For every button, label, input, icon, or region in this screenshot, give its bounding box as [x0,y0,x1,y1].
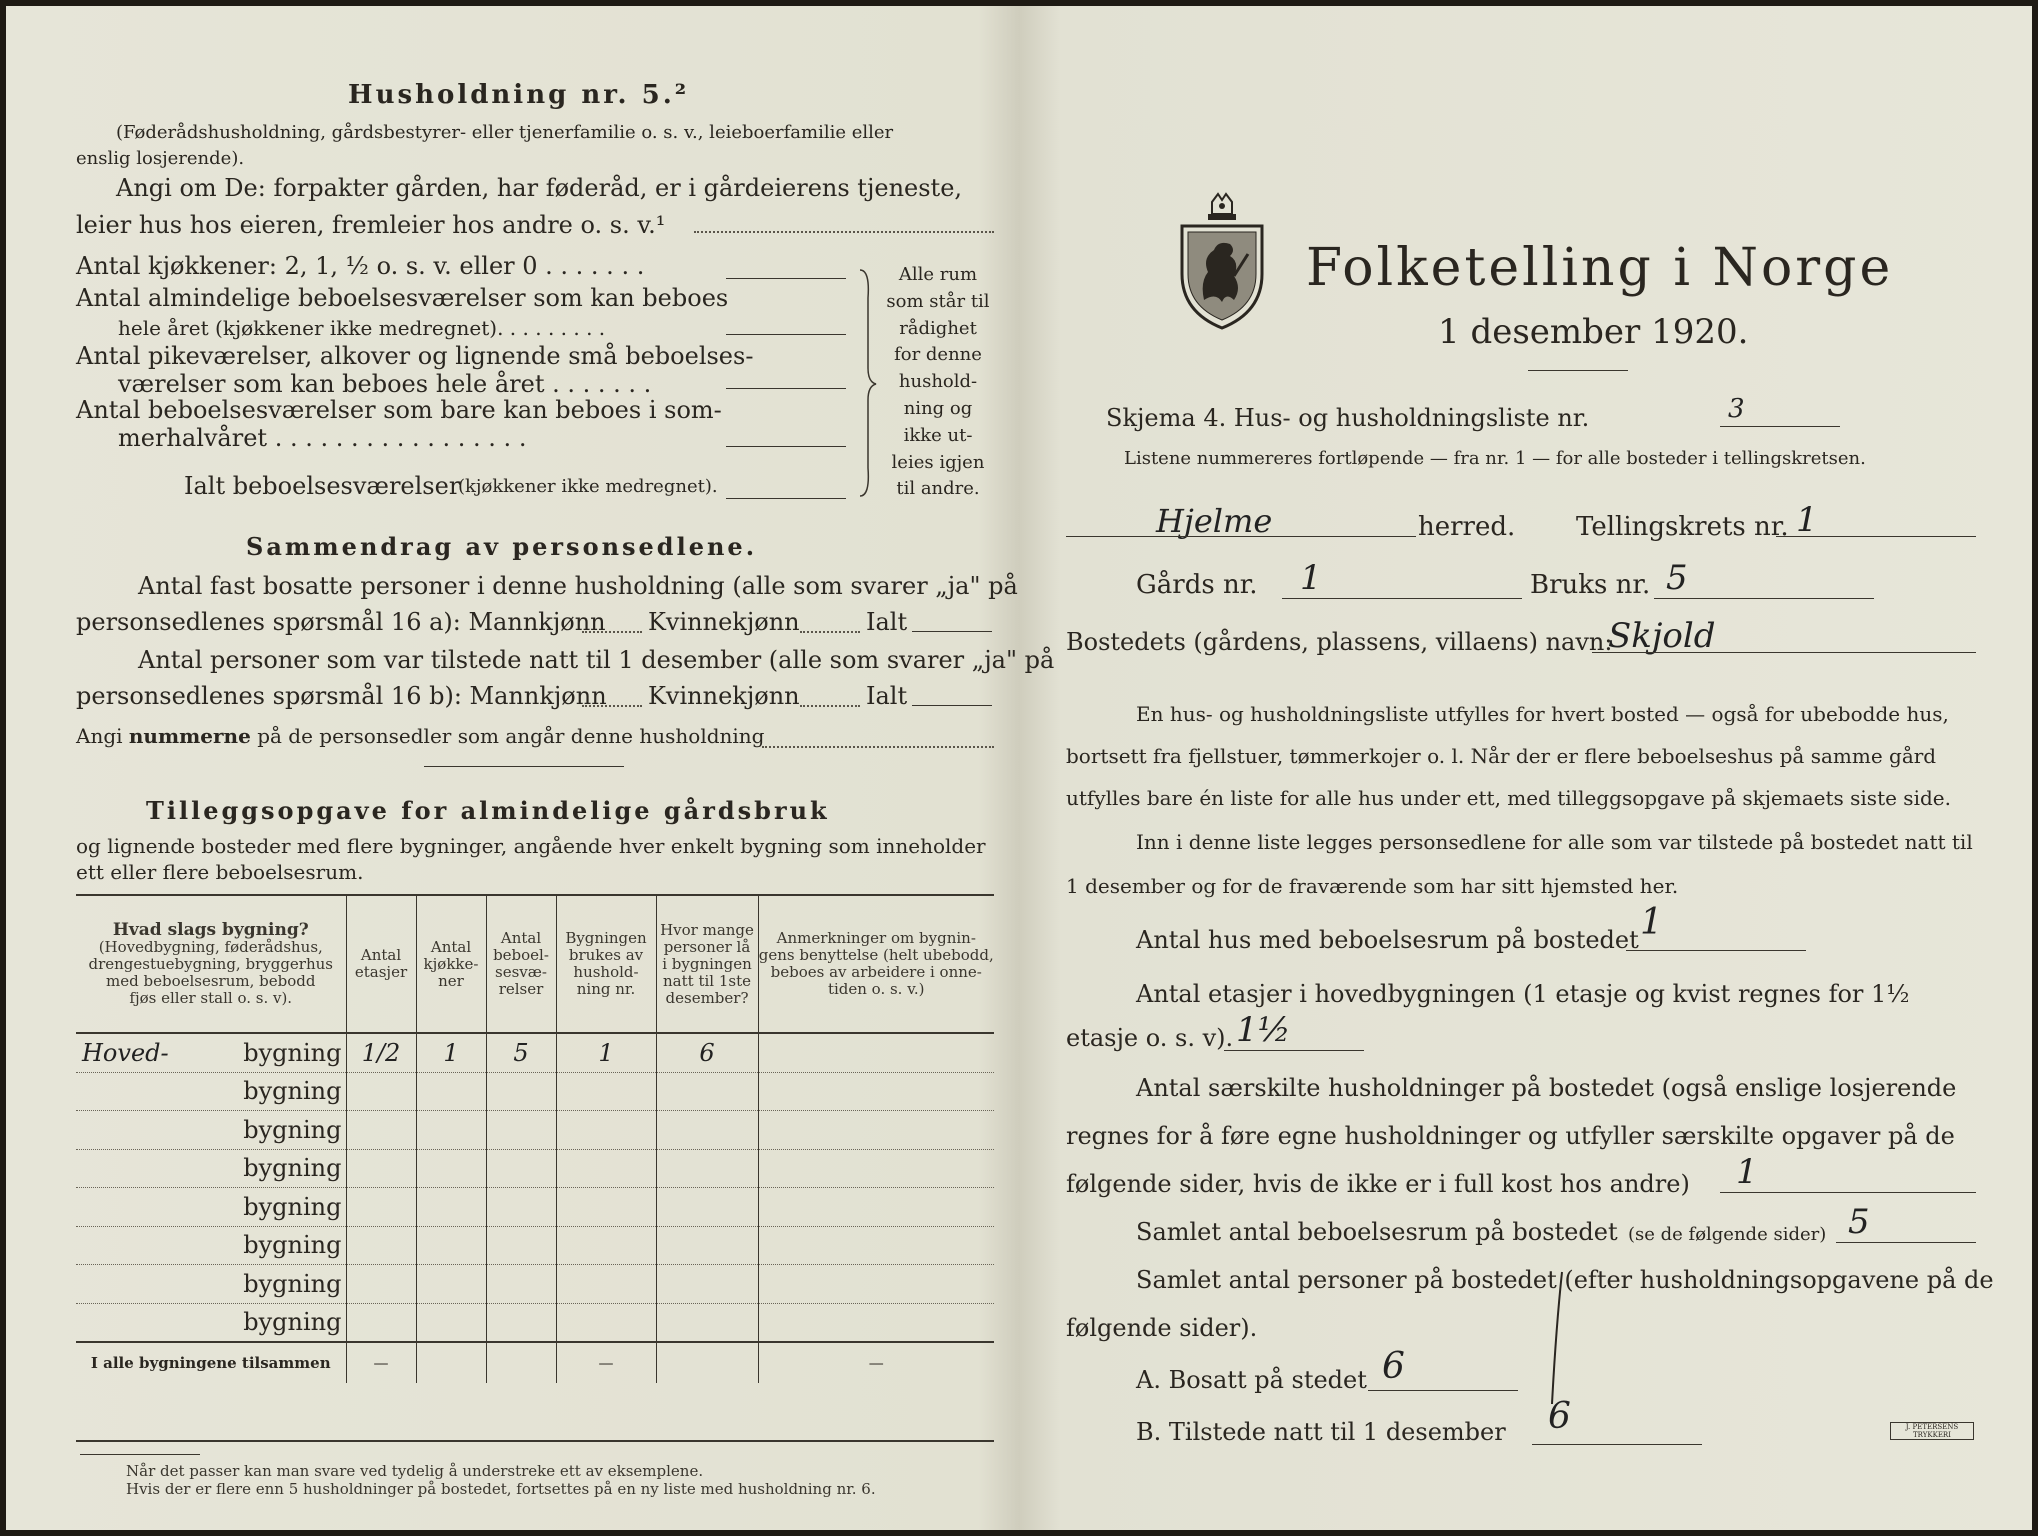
col-header-line: desember? [665,988,749,1007]
para1-line-3: utfylles bare én liste for alle hus under ett, med tilleggsopgave på skjemaets siste side. [1066,786,1951,810]
rum-answer-line [1836,1242,1976,1243]
table-row [76,1072,994,1111]
skjema-label: Skjema 4. Hus- og husholdningsliste nr. [1106,404,1590,432]
ask-line-1: Angi om De: forpakter gården, har føderåd, er i gårdeierens tjeneste, [116,174,963,202]
col-header-rooms [486,895,556,1033]
cell-rooms[interactable] [486,1111,556,1150]
rooms-line-3 [726,388,846,389]
total-label: I alle bygningene tilsammen [76,1342,346,1383]
side-note-line: til andre. [896,478,980,500]
cell-remarks[interactable] [758,1033,994,1072]
summary-kvinne-2: Kvinnekjønn [648,682,800,710]
footnote-1 [126,1462,703,1480]
col-header-line: beboes av arbeidere i onne- [770,963,982,981]
cell-persons[interactable] [656,1072,758,1111]
skjema-value: 3 [1728,394,1745,424]
summary-line-4: personsedlenes spørsmål 16 b): Mannkjønn [76,682,607,710]
table-row [76,1033,994,1072]
bruks-line [1654,598,1874,599]
bosted-label: Bostedets (gårdens, plassens, villaens) navn: [1066,628,1613,656]
cell-remarks[interactable] [758,1188,994,1227]
cell-building-type[interactable] [76,1226,346,1265]
bygning-label: bygning [243,1231,342,1260]
printer-stamp [1890,1422,1974,1440]
col-header-type-line: fjøs eller stall o. s. v). [129,988,293,1007]
personer-line-2: følgende sider). [1066,1314,1258,1342]
total-rooms [486,1342,556,1383]
rooms-kitchens: Antal kjøkkener: 2, 1, ½ o. s. v. eller 0 . . . . . . . [76,252,645,280]
col-header-line: Antal [430,937,472,956]
cell-kitchens[interactable] [416,1303,486,1342]
summary-kvinne-1-line [800,631,860,633]
coat-of-arms-icon [1174,192,1270,332]
building-table [76,894,994,1383]
bosted-line [1592,652,1976,653]
col-header-type-line: drengestuebygning, bryggerhus [88,954,333,973]
total-kitchens [416,1342,486,1383]
building-rows [76,1033,994,1342]
gards-label: Gårds nr. [1136,570,1258,600]
total-floors: — [346,1342,416,1383]
cell-kitchens[interactable] [416,1149,486,1188]
table-row [76,1226,994,1265]
side-note-line: leies igjen [891,451,985,473]
krets-label: Tellingskrets nr. [1576,512,1789,542]
left-page [66,6,1055,1530]
bygning-label: bygning [243,1115,342,1144]
summary-kvinne-1: Kvinnekjønn [648,608,800,636]
footnote-rule [80,1454,200,1455]
cell-rooms[interactable] [486,1265,556,1304]
table-row [76,1303,994,1342]
tilstede-value: 6 [1548,1396,1571,1437]
cell-kitchens[interactable] [416,1226,486,1265]
col-header-line: Antal [360,946,402,964]
etasjer-line-1: Antal etasjer i hovedbygningen (1 etasje og kvist regnes for 1½ [1136,980,1910,1008]
rooms-maid-1: Antal pikeværelser, alkover og lignende små beboelses- [76,342,754,370]
cell-remarks[interactable] [758,1265,994,1304]
cell-household[interactable] [556,1226,656,1265]
cell-rooms[interactable]: 5 [486,1033,556,1072]
cell-persons[interactable] [656,1265,758,1304]
bruks-label: Bruks nr. [1530,570,1651,600]
cell-kitchens[interactable] [416,1072,486,1111]
rooms-total-line [726,498,846,499]
col-header-kitchens [416,895,486,1033]
footnote-2: Hvis der er flere enn 5 husholdninger på bostedet, fortsettes på en ny liste med husholdning nr. 6. [126,1480,876,1498]
summary-ialt-1: Ialt [866,608,908,636]
col-header-type-bold: Hvad slags bygning? [112,919,309,940]
table-total-row [76,1342,994,1383]
bygning-label: bygning [243,1269,342,1298]
para2-line-2: 1 desember og for de fraværende som har sitt hjemsted her. [1066,874,1679,898]
husholdn-line-3: følgende sider, hvis de ikke er i full kost hos andre) [1066,1170,1690,1198]
husholdn-value: 1 [1736,1152,1758,1192]
rooms-total-label: Ialt beboelsesværelser [184,472,461,500]
herred-label: herred. [1418,512,1516,542]
cell-floors[interactable] [346,1303,416,1342]
cell-household[interactable] [556,1149,656,1188]
cell-household[interactable]: 1 [556,1033,656,1072]
para2-line-1: Inn i denne liste legges personsedlene for alle som var tilstede på bostedet natt til [1136,830,1973,854]
cell-kitchens[interactable] [416,1188,486,1227]
hus-label: Antal hus med beboelsesrum på bostedet [1136,926,1639,954]
col-header-line: beboel- [493,946,549,964]
herred-line [1066,536,1416,537]
supplement-title: Tilleggsopgave for almindelige gårdsbruk [146,796,830,825]
total-household: — [556,1342,656,1383]
col-header-line: i bygningen [662,954,752,973]
summary-mann-1-line [582,631,642,633]
krets-line [1776,536,1976,537]
etasjer-value: 1½ [1236,1010,1291,1050]
cell-building-type[interactable] [76,1265,346,1304]
col-header-type [76,895,346,1033]
col-header-type-line: med beboelsesrum, bebodd [106,971,316,990]
cell-remarks[interactable] [758,1226,994,1265]
rooms-ordinary-2: hele året (kjøkkener ikke medregnet). . . . . . . . . [118,316,606,340]
cell-household[interactable] [556,1188,656,1227]
rum-label: Samlet antal beboelsesrum på bostedet [1136,1218,1618,1246]
col-header-line: kjøkke- [423,954,479,973]
bruks-value: 5 [1666,558,1688,598]
rum-note: (se de følgende sider) [1628,1224,1827,1245]
intro-line-2: enslig losjerende). [76,148,245,169]
cell-persons[interactable] [656,1303,758,1342]
cell-rooms[interactable] [486,1072,556,1111]
brace-icon [856,268,878,498]
krets-value: 1 [1796,500,1818,540]
col-header-floors [346,895,416,1033]
tilstede-line [1532,1444,1702,1445]
gards-line [1282,598,1522,599]
side-note-line: Alle rum [898,264,978,285]
cell-building-type[interactable] [76,1149,346,1188]
title-rule [1528,370,1628,371]
section-divider [424,766,624,767]
hus-line [1626,950,1806,951]
cell-persons[interactable] [656,1111,758,1150]
rooms-total-note: (kjøkkener ikke medregnet). [458,476,718,497]
table-row [76,1188,994,1227]
col-header-line: sesvæ- [495,963,547,981]
cell-building-type[interactable] [76,1303,346,1342]
bygning-label: bygning [243,1077,342,1106]
right-page [1056,6,1994,1530]
numbers-line [76,724,764,748]
col-header-line: Hvor mange [660,920,754,939]
summary-kvinne-2-line [800,705,860,707]
total-persons [656,1342,758,1383]
cell-remarks[interactable] [758,1111,994,1150]
col-header-line: hushold- [573,963,639,981]
cell-building-type[interactable] [76,1111,346,1150]
etasjer-line-2: etasje o. s. v). [1066,1024,1234,1052]
side-note-line: hushold- [898,371,978,393]
numbers-text-b: nummerne [128,724,251,748]
cell-persons[interactable] [656,1226,758,1265]
cell-persons[interactable]: 6 [656,1033,758,1072]
cell-rooms[interactable] [486,1188,556,1227]
col-header-line: natt til 1ste [663,971,751,990]
census-sheet [6,6,2032,1530]
rooms-maid-2: værelser som kan beboes hele året . . . . . . . [118,370,652,398]
cell-kitchens[interactable]: 1 [416,1033,486,1072]
col-header-remarks [758,895,994,1033]
cell-building-type[interactable] [76,1188,346,1227]
col-header-persons [656,895,758,1033]
cell-household[interactable] [556,1265,656,1304]
rooms-summer-1: Antal beboelsesværelser som bare kan beboes i som- [76,396,722,424]
rum-value: 5 [1848,1202,1870,1242]
husholdn-answer-line [1720,1192,1976,1193]
col-header-line: Antal [500,929,542,947]
cell-kitchens[interactable] [416,1265,486,1304]
col-header-type-line: (Hovedbygning, føderådshus, [98,937,323,956]
total-remarks: — [758,1342,994,1383]
col-header-line: relser [498,980,544,998]
summary-title: Sammendrag av personsedlene. [246,532,758,561]
gards-value: 1 [1300,558,1322,598]
bygning-label: bygning [243,1038,342,1067]
supplement-line-2: ett eller flere beboelsesrum. [76,860,364,884]
bosatt-value: 6 [1382,1346,1405,1387]
cell-kitchens[interactable] [416,1111,486,1150]
cell-remarks[interactable] [758,1149,994,1188]
cell-household[interactable] [556,1303,656,1342]
census-title: Folketelling i Norge [1306,238,1894,298]
cell-floors[interactable] [346,1149,416,1188]
summary-ialt-2-line [912,705,992,706]
side-note-line: rådighet [899,317,977,339]
handwritten-stroke [1540,1268,1570,1408]
rooms-ordinary-1: Antal almindelige beboelsesværelser som kan beboes [76,284,729,312]
table-bottom-border [76,1440,994,1442]
col-header-line: personer lå [663,937,751,956]
col-header-line: tiden o. s. v.) [827,980,925,998]
side-note-line: som står til [886,290,990,312]
cell-household[interactable] [556,1072,656,1111]
footnote-1-text: Når det passer kan man svare ved tydelig å understreke ett av eksemplene. [126,1462,704,1480]
husholdn-line-1: Antal særskilte husholdninger på bostedet (også enslige losjerende [1136,1074,1957,1102]
col-header-line: etasjer [354,963,408,981]
summary-ialt-2: Ialt [866,682,908,710]
rooms-summer-2: merhalvåret . . . . . . . . . . . . . . . . . [118,424,527,452]
cell-household[interactable] [556,1111,656,1150]
census-date: 1 desember 1920. [1438,312,1749,352]
ask-line-2: leier hus hos eieren, fremleier hos andre o. s. v.¹ [76,211,666,239]
rooms-line-4 [726,446,846,447]
para1-line-1: En hus- og husholdningsliste utfylles for hvert bosted — også for ubebodde hus, [1136,702,1949,726]
numbers-answer-line [762,746,994,748]
cell-building-type[interactable] [76,1033,346,1072]
bosted-value: Skjold [1608,616,1716,656]
cell-rooms[interactable] [486,1149,556,1188]
summary-ialt-1-line [912,631,992,632]
hus-value: 1 [1640,902,1663,943]
household-title: Husholdning nr. 5.² [348,80,690,110]
supplement-line-1: og lignende bosteder med flere bygninger, angående hver enkelt bygning som inneholder [76,834,986,858]
ask-answer-line [694,231,994,233]
listene-note: Listene nummereres fortløpende — fra nr. 1 — for alle bosteder i tellingskretsen. [1124,448,1866,469]
etasjer-answer-line [1224,1050,1364,1051]
rooms-line-1 [726,278,846,279]
bygning-label: bygning [243,1154,342,1183]
col-header-line: Anmerkninger om bygnin- [776,929,976,947]
cell-rooms[interactable] [486,1303,556,1342]
printer-stamp-text: J. PETERSENS TRYKKERI [1905,1423,1959,1439]
cell-persons[interactable] [656,1188,758,1227]
cell-floors[interactable] [346,1226,416,1265]
col-header-line: ner [438,971,464,990]
cell-persons[interactable] [656,1149,758,1188]
numbers-text-c: på de personsedler som angår denne husholdning [257,724,765,748]
tilstede-label: B. Tilstede natt til 1 desember [1136,1418,1506,1446]
cell-remarks[interactable] [758,1072,994,1111]
intro-line-1: (Føderådshusholdning, gårdsbestyrer- eller tjenerfamilie o. s. v., leieboerfamilie eller [116,122,894,143]
col-header-line: ning nr. [576,980,636,998]
cell-floors[interactable]: 1/2 [346,1033,416,1072]
herred-value: Hjelme [1156,502,1273,540]
bosatt-label: A. Bosatt på stedet [1136,1366,1367,1394]
summary-line-1: Antal fast bosatte personer i denne husholdning (alle som svarer „ja" på [138,572,1018,600]
bygning-label: bygning [243,1192,342,1221]
side-note-line: ning og [903,397,973,419]
side-note-line: for denne [894,344,982,366]
col-header-household [556,895,656,1033]
cell-rooms[interactable] [486,1226,556,1265]
cell-floors[interactable] [346,1188,416,1227]
table-row [76,1149,994,1188]
cell-remarks[interactable] [758,1303,994,1342]
table-row [76,1111,994,1150]
building-type-value: Hoved- [82,1038,169,1067]
summary-line-3: Antal personer som var tilstede natt til 1 desember (alle som svarer „ja" på [138,646,1055,674]
col-header-line: Bygningen [565,929,647,947]
cell-floors[interactable] [346,1072,416,1111]
summary-mann-2-line [582,705,642,707]
husholdn-line-2: regnes for å føre egne husholdninger og utfyller særskilte opgaver på de [1066,1122,1955,1150]
summary-line-2: personsedlenes spørsmål 16 a): Mannkjønn [76,608,606,636]
para1-line-2: bortsett fra fjellstuer, tømmerkojer o. l. Når der er flere beboelseshus på samme gård [1066,744,1937,768]
table-header-row [76,895,994,1033]
personer-line-1: Samlet antal personer på bostedet (efter husholdningsopgavene på de [1136,1266,1994,1294]
col-header-line: brukes av [568,946,644,964]
cell-floors[interactable] [346,1265,416,1304]
col-header-line: gens benyttelse (helt ubebodd, [758,946,994,964]
side-note [878,262,998,503]
cell-building-type[interactable] [76,1072,346,1111]
skjema-line [1720,426,1840,427]
numbers-text-a: Angi [76,724,123,748]
side-note-line: ikke ut- [903,424,973,446]
bosatt-line [1368,1390,1518,1391]
cell-floors[interactable] [346,1111,416,1150]
table-row [76,1265,994,1304]
rooms-line-2 [726,334,846,335]
bygning-label: bygning [243,1308,342,1337]
